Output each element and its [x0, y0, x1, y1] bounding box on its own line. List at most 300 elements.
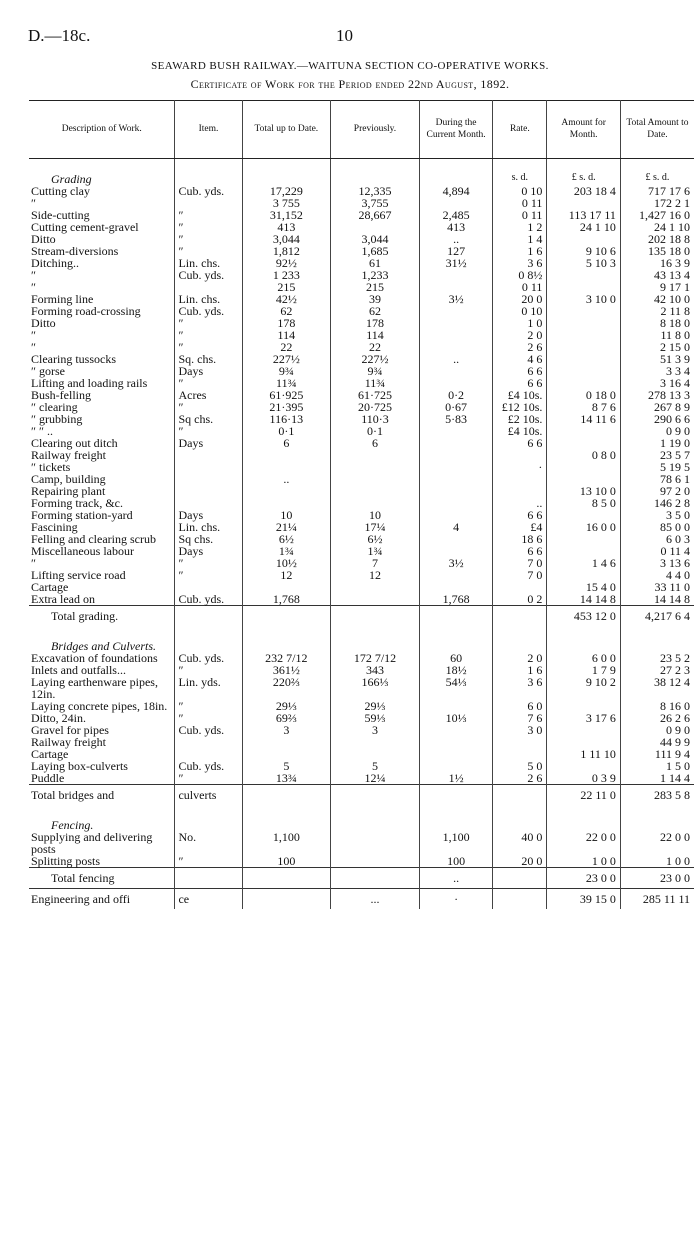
cell-description: Laying earthenware pipes, 12in. [29, 676, 175, 700]
cell-total-amount: 8 18 0 [660, 316, 690, 330]
cell-total-up-to-date: 17,229 [242, 185, 331, 197]
cell-amount-for-month: 16 0 0 [547, 521, 621, 533]
total-cell: .. [419, 868, 493, 889]
cell-rate: 6 6 [493, 365, 547, 377]
cell-previously [331, 736, 420, 748]
cell-previously: 61·725 [331, 389, 420, 401]
table-row [29, 712, 694, 724]
table-row [29, 317, 694, 329]
cell-previously: 22 [331, 341, 420, 353]
cell-amount-for-month: 203 18 4 [547, 185, 621, 197]
col-amount-for-month: Amount for Month. [547, 101, 621, 159]
cell-current-month [419, 533, 493, 545]
total-cell: 22 11 0 [547, 785, 621, 806]
cell-previously: 11¾ [331, 377, 420, 389]
cell-total-up-to-date: 6 [242, 437, 331, 449]
cell-item: ″ [175, 664, 242, 676]
table-row [29, 413, 694, 425]
amount-units: £ s. d. [547, 173, 621, 185]
cell-description: Stream-diversions [29, 245, 175, 257]
total-cell: 39 15 0 [547, 889, 621, 910]
cell-total-amount: 85 0 0 [660, 520, 690, 534]
cell-current-month [419, 461, 493, 473]
total-cell: culverts [175, 785, 242, 806]
cell-description: Cutting clay [29, 185, 175, 197]
section-heading: Fencing. [29, 819, 175, 831]
cell-rate [493, 473, 547, 485]
cell-previously: 5 [331, 760, 420, 772]
cell-total-up-to-date: 6½ [242, 533, 331, 545]
cell-total-amount: 27 2 3 [660, 663, 690, 677]
table-row [29, 353, 694, 365]
cell-total-up-to-date: 3 755 [242, 197, 331, 209]
cell-rate: £4 [493, 521, 547, 533]
cell-current-month: 60 [419, 652, 493, 664]
cell-previously: 28,667 [331, 209, 420, 221]
cell-rate: 20 0 [493, 855, 547, 868]
cell-amount-for-month: 113 17 11 [547, 209, 621, 221]
cell-total-amount: 172 2 1 [654, 196, 690, 210]
cell-description: ″ [29, 341, 175, 353]
cell-total-amount: 1 0 0 [666, 854, 690, 868]
table-row [29, 557, 694, 569]
cell-total-up-to-date [242, 449, 331, 461]
cell-current-month: 3½ [419, 293, 493, 305]
cell-previously: 12¼ [331, 772, 420, 785]
cell-rate: £4 10s. [493, 389, 547, 401]
cell-total-amount: 5 19 5 [660, 460, 690, 474]
cell-amount-for-month [547, 353, 621, 365]
cell-description: ″ grubbing [29, 413, 175, 425]
cell-amount-for-month: 1 0 0 [547, 855, 621, 868]
cell-current-month: 100 [419, 855, 493, 868]
cell-amount-for-month [547, 305, 621, 317]
cell-rate: 3 0 [493, 724, 547, 736]
cell-total-up-to-date: 42½ [242, 293, 331, 305]
cell-total-up-to-date: 1,812 [242, 245, 331, 257]
cell-total-amount: 1 5 0 [666, 759, 690, 773]
cell-description: Cartage [29, 748, 175, 760]
cell-total-amount: 1 14 4 [660, 771, 690, 785]
cell-previously [331, 449, 420, 461]
col-rate: Rate. [493, 101, 547, 159]
cell-total-amount: 0 11 4 [660, 544, 690, 558]
cell-total-amount: 111 9 4 [654, 747, 690, 761]
cell-item: ″ [175, 772, 242, 785]
cell-item: Cub. yds. [175, 593, 242, 606]
cell-total-up-to-date: 361½ [242, 664, 331, 676]
cell-total-up-to-date: 11¾ [242, 377, 331, 389]
col-item: Item. [175, 101, 242, 159]
cell-description: Side-cutting [29, 209, 175, 221]
cell-current-month: 31½ [419, 257, 493, 269]
cell-item: ″ [175, 377, 242, 389]
cell-total-up-to-date: 22 [242, 341, 331, 353]
cell-total-up-to-date: 114 [242, 329, 331, 341]
cell-current-month: 18½ [419, 664, 493, 676]
cell-total-up-to-date: 215 [242, 281, 331, 293]
cell-rate: .. [493, 497, 547, 509]
cell-current-month: 3½ [419, 557, 493, 569]
cell-item: ″ [175, 221, 242, 233]
cell-previously: 110·3 [331, 413, 420, 425]
cell-rate: 3 6 [493, 676, 547, 700]
cell-description: Bush-felling [29, 389, 175, 401]
cell-item: ″ [175, 569, 242, 581]
cell-total-amount: 33 11 0 [654, 580, 690, 594]
cell-description: Railway freight [29, 449, 175, 461]
cell-description: ″ clearing [29, 401, 175, 413]
cell-previously: 62 [331, 305, 420, 317]
cell-current-month: .. [419, 233, 493, 245]
cell-current-month: 5·83 [419, 413, 493, 425]
cell-current-month [419, 437, 493, 449]
cell-amount-for-month [547, 425, 621, 437]
cell-total-up-to-date: 0·1 [242, 425, 331, 437]
cell-current-month [419, 425, 493, 437]
cell-description: Lifting service road [29, 569, 175, 581]
cell-amount-for-month [547, 329, 621, 341]
cell-description: ″ ″ .. [29, 425, 175, 437]
cell-current-month [419, 748, 493, 760]
cell-amount-for-month: 1 7 9 [547, 664, 621, 676]
cell-total-amount: 3 16 4 [660, 376, 690, 390]
rate-units: s. d. [493, 173, 547, 185]
cell-amount-for-month: 9 10 2 [547, 676, 621, 700]
cell-rate: 0 11 [493, 197, 547, 209]
cell-description: Inlets and outfalls... [29, 664, 175, 676]
cell-total-up-to-date: 21¼ [242, 521, 331, 533]
cell-item: Cub. yds. [175, 305, 242, 317]
cell-amount-for-month: 3 10 0 [547, 293, 621, 305]
cell-description: Ditto, 24in. [29, 712, 175, 724]
table-row [29, 449, 694, 461]
cell-rate: 6 6 [493, 377, 547, 389]
cell-item: ″ [175, 425, 242, 437]
cell-item: Cub. yds. [175, 269, 242, 281]
document-subtitle: Certificate of Work for the Period ended 22nd August, 1892. [190, 77, 510, 91]
section-heading: Bridges and Culverts. [29, 640, 175, 652]
cell-description: Ditto [29, 317, 175, 329]
cell-item: Sq. chs. [175, 353, 242, 365]
cell-total-up-to-date: 10 [242, 509, 331, 521]
cell-total-amount: 43 13 4 [654, 268, 690, 282]
cell-total-amount: 16 3 9 [660, 256, 690, 270]
cell-amount-for-month: 13 10 0 [547, 485, 621, 497]
cell-description: Camp, building [29, 473, 175, 485]
cell-item: Cub. yds. [175, 760, 242, 772]
cell-previously: 166⅓ [331, 676, 420, 700]
cell-total-up-to-date: 13¾ [242, 772, 331, 785]
cell-description: Cartage [29, 581, 175, 593]
cell-description: Laying concrete pipes, 18in. [29, 700, 175, 712]
cell-item: ″ [175, 245, 242, 257]
cell-description: ″ [29, 329, 175, 341]
cell-current-month [419, 329, 493, 341]
col-previously: Previously. [331, 101, 420, 159]
cell-amount-for-month [547, 269, 621, 281]
cell-previously: 172 7/12 [331, 652, 420, 664]
cell-current-month: 4,894 [419, 185, 493, 197]
table-row [29, 831, 694, 855]
cell-rate: 1 4 [493, 233, 547, 245]
cell-previously [331, 485, 420, 497]
cell-total-amount: 135 18 0 [648, 244, 690, 258]
cell-rate: 0 8½ [493, 269, 547, 281]
cell-item [175, 449, 242, 461]
cell-amount-for-month [547, 317, 621, 329]
table-row [29, 772, 694, 785]
cell-total-amount: 290 6 6 [654, 412, 690, 426]
cell-total-up-to-date [242, 485, 331, 497]
cell-description: Cutting cement-gravel [29, 221, 175, 233]
cell-item: Days [175, 509, 242, 521]
cell-item: ″ [175, 712, 242, 724]
cell-total-up-to-date: 178 [242, 317, 331, 329]
cell-rate: 7 6 [493, 712, 547, 724]
total-cell: ... [331, 889, 420, 910]
cell-description: ″ [29, 281, 175, 293]
cell-previously: 1¾ [331, 545, 420, 557]
document-reference: D.—18c. [28, 26, 91, 45]
cell-previously: 12 [331, 569, 420, 581]
cell-previously: 178 [331, 317, 420, 329]
cell-item: Acres [175, 389, 242, 401]
table-row [29, 593, 694, 606]
cell-total-amount: 22 0 0 [660, 830, 690, 844]
cell-current-month [419, 305, 493, 317]
cell-description: ″ [29, 269, 175, 281]
cell-rate: 20 0 [493, 293, 547, 305]
cell-total-amount: 146 2 8 [654, 496, 690, 510]
cell-description: Railway freight [29, 736, 175, 748]
cell-rate: 6 6 [493, 545, 547, 557]
cell-total-amount: 14 14 8 [654, 592, 690, 606]
cell-previously: 6½ [331, 533, 420, 545]
cell-total-amount: 1 19 0 [660, 436, 690, 450]
cell-rate: £12 10s. [493, 401, 547, 413]
cell-description: ″ [29, 197, 175, 209]
cell-total-up-to-date [242, 736, 331, 748]
cell-amount-for-month: 0 8 0 [547, 449, 621, 461]
cell-total-up-to-date: 116·13 [242, 413, 331, 425]
cell-total-up-to-date: 227½ [242, 353, 331, 365]
cell-total-up-to-date: 1,100 [242, 831, 331, 855]
total-amount-units: £ s. d. [645, 172, 670, 183]
cell-amount-for-month: 6 0 0 [547, 652, 621, 664]
cell-total-up-to-date: 12 [242, 569, 331, 581]
cell-rate: 2 0 [493, 652, 547, 664]
cell-previously: 1,233 [331, 269, 420, 281]
cell-amount-for-month: 5 10 3 [547, 257, 621, 269]
total-cell: Total bridges and [29, 785, 175, 806]
cell-total-amount: 6 0 3 [666, 532, 690, 546]
cell-description: Splitting posts [29, 855, 175, 868]
total-cell: 4,217 6 4 [620, 606, 694, 627]
cell-current-month [419, 485, 493, 497]
cell-description: Supplying and delivering posts [29, 831, 175, 855]
cell-total-amount: 267 8 9 [654, 400, 690, 414]
cell-item: Days [175, 437, 242, 449]
cell-item: Days [175, 545, 242, 557]
cell-amount-for-month: 14 11 6 [547, 413, 621, 425]
cell-total-amount: 38 12 4 [654, 675, 690, 689]
cell-rate: 6 6 [493, 437, 547, 449]
cell-item [175, 485, 242, 497]
cell-item: ″ [175, 329, 242, 341]
cell-previously [331, 581, 420, 593]
cell-rate: 6 0 [493, 700, 547, 712]
cell-description: Clearing tussocks [29, 353, 175, 365]
cell-item: ″ [175, 855, 242, 868]
cell-current-month: 0·2 [419, 389, 493, 401]
cell-current-month [419, 269, 493, 281]
cell-current-month [419, 569, 493, 581]
cell-previously: 3,044 [331, 233, 420, 245]
cell-item: Cub. yds. [175, 652, 242, 664]
cell-rate: 4 6 [493, 353, 547, 365]
cell-current-month: 413 [419, 221, 493, 233]
cell-previously: 59⅓ [331, 712, 420, 724]
cell-description: Puddle [29, 772, 175, 785]
cell-description: Forming line [29, 293, 175, 305]
cell-amount-for-month [547, 341, 621, 353]
cell-previously: 29⅓ [331, 700, 420, 712]
cell-description: Laying box-culverts [29, 760, 175, 772]
cell-previously: 7 [331, 557, 420, 569]
cell-description: ″ tickets [29, 461, 175, 473]
cell-item: Sq chs. [175, 533, 242, 545]
cell-total-up-to-date: 1,768 [242, 593, 331, 606]
cell-item [175, 197, 242, 209]
cell-total-up-to-date: 62 [242, 305, 331, 317]
table-row [29, 269, 694, 281]
cell-total-up-to-date: 61·925 [242, 389, 331, 401]
cell-item: ″ [175, 341, 242, 353]
cell-total-amount: 4 4 0 [666, 568, 690, 582]
cell-total-up-to-date: 3 [242, 724, 331, 736]
total-row [29, 785, 694, 806]
cell-previously [331, 831, 420, 855]
cell-current-month: 10⅓ [419, 712, 493, 724]
table-row [29, 305, 694, 317]
cell-current-month: 0·67 [419, 401, 493, 413]
cell-amount-for-month [547, 461, 621, 473]
total-cell: 285 11 11 [620, 889, 694, 910]
cell-rate: £4 10s. [493, 425, 547, 437]
cell-previously: 215 [331, 281, 420, 293]
cell-current-month: 127 [419, 245, 493, 257]
cell-item [175, 736, 242, 748]
cell-current-month [419, 449, 493, 461]
cell-total-amount: 202 18 8 [648, 232, 690, 246]
cell-total-amount: 42 10 0 [654, 292, 690, 306]
cell-item: ″ [175, 233, 242, 245]
cell-amount-for-month: 0 3 9 [547, 772, 621, 785]
cell-total-amount: 9 17 1 [660, 280, 690, 294]
cell-description: Forming station-yard [29, 509, 175, 521]
total-cell: Engineering and offi [29, 889, 175, 910]
cell-rate: 1 6 [493, 664, 547, 676]
cell-current-month [419, 317, 493, 329]
cell-previously [331, 473, 420, 485]
total-cell: Total grading. [29, 606, 175, 627]
cell-previously: 6 [331, 437, 420, 449]
cell-previously: 343 [331, 664, 420, 676]
total-row [29, 868, 694, 889]
cell-previously [331, 461, 420, 473]
cell-previously: 17¼ [331, 521, 420, 533]
cell-item: Cub. yds. [175, 724, 242, 736]
cell-item: ″ [175, 209, 242, 221]
cell-current-month: 1,100 [419, 831, 493, 855]
cell-amount-for-month: 3 17 6 [547, 712, 621, 724]
cell-amount-for-month: 9 10 6 [547, 245, 621, 257]
cell-rate: 18 6 [493, 533, 547, 545]
cell-rate: 2 0 [493, 329, 547, 341]
cell-item: Sq chs. [175, 413, 242, 425]
cell-amount-for-month: 8 7 6 [547, 401, 621, 413]
total-cell: 23 0 0 [620, 868, 694, 889]
cell-description: Miscellaneous labour [29, 545, 175, 557]
total-row [29, 606, 694, 627]
cell-total-amount: 278 13 3 [648, 388, 690, 402]
cell-current-month [419, 473, 493, 485]
cell-description: Lifting and loading rails [29, 377, 175, 389]
col-total-amount: Total Amount to Date. [620, 101, 694, 159]
cell-description: Extra lead on [29, 593, 175, 606]
cell-total-amount: 1,427 16 0 [639, 208, 690, 222]
cell-total-amount: 24 1 10 [654, 220, 690, 234]
cell-item: Lin. chs. [175, 293, 242, 305]
cell-description: Forming road-crossing [29, 305, 175, 317]
cell-rate [493, 736, 547, 748]
cell-description: Excavation of foundations [29, 652, 175, 664]
cell-rate: 2 6 [493, 341, 547, 353]
cell-item: ″ [175, 700, 242, 712]
cell-total-amount: 26 2 6 [660, 711, 690, 725]
cell-current-month [419, 724, 493, 736]
cell-total-amount: 717 17 6 [648, 184, 690, 198]
cell-total-up-to-date: 21·395 [242, 401, 331, 413]
cell-current-month [419, 736, 493, 748]
cell-rate: 0 11 [493, 281, 547, 293]
table-row [29, 425, 694, 437]
certificate-table [29, 100, 694, 909]
cell-total-amount: 78 6 1 [660, 472, 690, 486]
cell-total-amount: 51 3 9 [660, 352, 690, 366]
cell-rate: 7 0 [493, 569, 547, 581]
cell-rate: 0 2 [493, 593, 547, 606]
cell-total-amount: 97 2 0 [660, 484, 690, 498]
cell-rate: 0 10 [493, 185, 547, 197]
cell-current-month [419, 497, 493, 509]
cell-previously [331, 855, 420, 868]
cell-rate: 1 6 [493, 245, 547, 257]
cell-total-amount: 11 8 0 [660, 328, 690, 342]
cell-total-up-to-date: 9¾ [242, 365, 331, 377]
cell-description: Ditching.. [29, 257, 175, 269]
cell-description: Felling and clearing scrub [29, 533, 175, 545]
cell-rate: 1 2 [493, 221, 547, 233]
cell-current-month: 54⅓ [419, 676, 493, 700]
cell-description: ″ gorse [29, 365, 175, 377]
cell-total-amount: 23 5 7 [660, 448, 690, 462]
cell-item [175, 461, 242, 473]
cell-total-up-to-date: 10½ [242, 557, 331, 569]
cell-current-month: 1½ [419, 772, 493, 785]
total-cell: ce [175, 889, 242, 910]
